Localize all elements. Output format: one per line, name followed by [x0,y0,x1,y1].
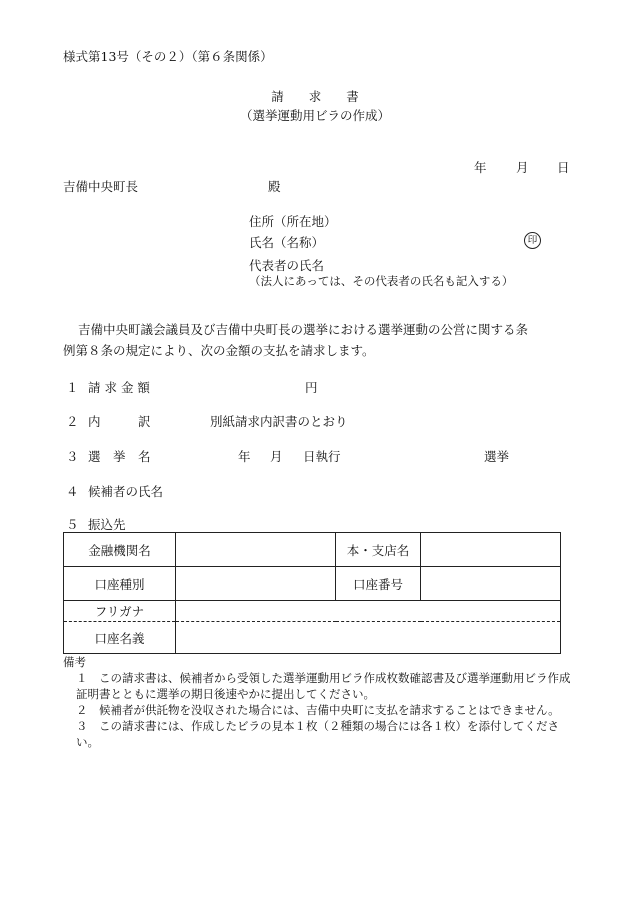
item-4-number: ４ [66,484,79,499]
document-title: 請 求 書 [271,89,359,104]
item-3-day-exec: 日執行 [303,449,341,464]
table-row [64,622,561,654]
remarks-title: 備考 [63,655,86,669]
table-row [64,601,561,622]
date-year: 年 [474,160,487,175]
name-label: 氏名（名称） [249,235,325,250]
item-1-number: １ [66,380,79,395]
item-3-number: ３ [66,449,79,464]
address-label: 住所（所在地） [249,214,337,229]
account-name-label: 口座名義 [64,622,176,654]
item-3-month: 月 [270,449,283,464]
remark-note-3: ３ この請求書には、作成したビラの見本１枚（２種類の場合には各１枚）を添付してください。 [76,719,559,749]
document-subtitle: （選挙運動用ビラの作成） [239,108,390,123]
remarks-section [63,654,571,750]
form-label: 様式第13号（その２）（第６条関係） [63,49,273,64]
institution-field[interactable] [176,533,336,567]
date-day: 日 [557,160,570,175]
account-number-label: 口座番号 [336,567,421,601]
seal-mark: 印 [524,232,541,249]
item-2-value: 別紙請求内訳書のとおり [210,414,348,429]
table-row [64,533,561,567]
item-3-suffix: 選挙 [484,449,510,464]
table-row [64,567,561,601]
furigana-label: フリガナ [64,601,176,622]
item-2-label: 内 訳 [88,414,151,429]
body-text-line-2: 例第８条の規定により、次の金額の支払を請求します。 [63,343,375,358]
item-1-label: 請 求 金 額 [88,380,150,395]
date-month: 月 [516,160,529,175]
institution-label: 金融機関名 [64,533,176,567]
item-1-unit: 円 [305,380,318,395]
item-5-number: ５ [66,517,79,532]
branch-field[interactable] [421,533,561,567]
account-type-label: 口座種別 [64,567,176,601]
item-4-label: 候補者の氏名 [88,484,164,499]
account-number-field[interactable] [421,567,561,601]
item-5-label: 振込先 [88,517,126,532]
representative-label: 代表者の氏名 [249,258,325,273]
branch-label: 本・支店名 [336,533,421,567]
account-type-field[interactable] [176,567,336,601]
addressee-name: 吉備中央町長 [63,179,139,194]
item-3-year: 年 [238,449,251,464]
remark-note-2: ２ 候補者が供託物を没収された場合には、吉備中央町に支払を請求することはできません。 [76,703,560,717]
item-3-label: 選 挙 名 [88,449,151,464]
body-text-line-1: 吉備中央町議会議員及び吉備中央町長の選挙における選挙運動の公営に関する条 [78,322,529,337]
furigana-field[interactable] [176,601,561,622]
item-2-number: ２ [66,414,79,429]
remark-note-1: １ この請求書は、候補者から受領した選挙運動用ビラ作成枚数確認書及び選挙運動用ビラ作成証明書とともに選挙の期日後速やかに提出してください。 [76,671,571,701]
addressee-honorific: 殿 [268,179,281,194]
bank-transfer-table [63,532,561,654]
account-name-field[interactable] [176,622,561,654]
representative-note: （法人にあっては、その代表者の氏名も記入する） [249,274,514,288]
